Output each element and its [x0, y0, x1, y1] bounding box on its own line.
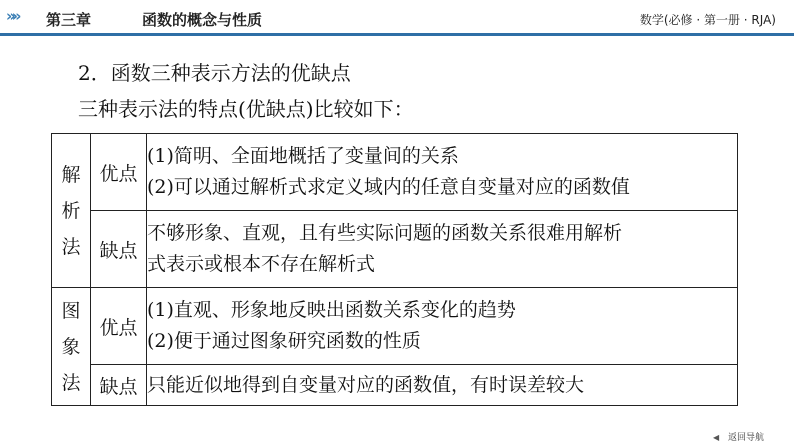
pros-label: 优点 [91, 134, 147, 211]
section-heading: 2．函数三种表示方法的优缺点 [78, 61, 351, 85]
desc-line: (1)简明、全面地概括了变量间的关系 [147, 145, 459, 167]
method-char: 解 [61, 163, 81, 186]
pros-text [147, 134, 738, 211]
cons-text [147, 365, 738, 406]
method-char: 法 [61, 371, 81, 394]
desc-line: 只能近似地得到自变量对应的函数值，有时误差较大 [147, 373, 585, 396]
pros-label: 优点 [91, 288, 147, 365]
desc-line: (2)可以通过解析式求定义域内的任意自变量对应的函数值 [147, 176, 630, 198]
method-char: 象 [61, 335, 81, 358]
method-cell-graph [52, 288, 91, 406]
desc-line: (1)直观、形象地反映出函数关系变化的趋势 [147, 299, 516, 321]
desc-line: 不够形象、直观，且有些实际问题的函数关系很难用解析 [147, 222, 623, 244]
cons-label: 缺点 [91, 365, 147, 406]
back-nav-link[interactable] [713, 430, 764, 443]
chevron-right-icon: »» [6, 7, 18, 25]
desc-line: 式表示或根本不存在解析式 [147, 253, 376, 275]
method-cell-analytic [52, 134, 91, 288]
pros-text [147, 288, 738, 365]
comparison-table [51, 133, 738, 406]
header-divider [0, 33, 794, 36]
table-row [52, 365, 738, 406]
page-header [0, 0, 794, 36]
chapter-title: 函数的概念与性质 [142, 11, 263, 29]
method-char: 法 [61, 235, 81, 258]
back-nav-label: 返回导航 [727, 433, 764, 443]
chapter-number: 第三章 [46, 11, 92, 29]
intro-text: 三种表示法的特点(优缺点)比较如下： [78, 97, 414, 121]
method-char: 析 [61, 199, 81, 222]
table-row [52, 211, 738, 288]
cons-text [147, 211, 738, 288]
desc-line: (2)便于通过图象研究函数的性质 [147, 330, 421, 352]
table-row [52, 134, 738, 211]
table-row [52, 288, 738, 365]
book-title: 数学(必修 · 第一册 · RJA) [639, 13, 776, 27]
cons-label: 缺点 [91, 211, 147, 288]
back-arrow-icon: ◀ [712, 433, 720, 442]
method-char: 图 [61, 299, 81, 322]
